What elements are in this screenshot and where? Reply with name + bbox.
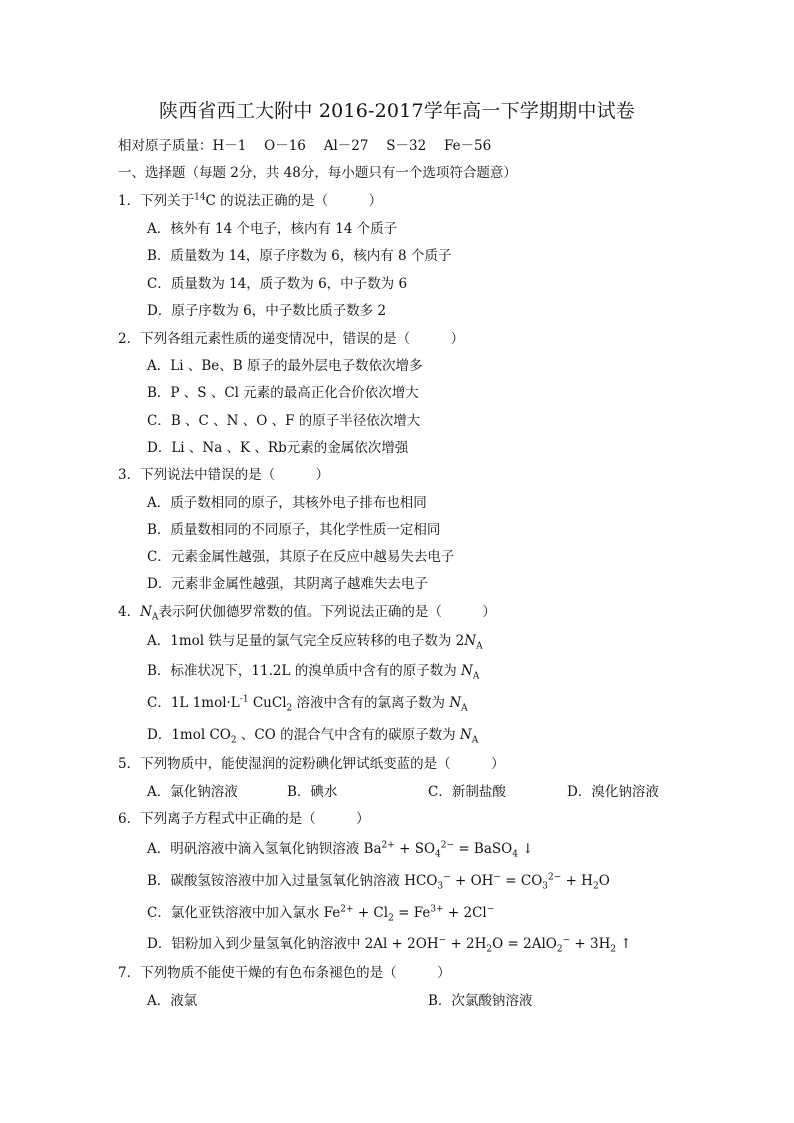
question-3-stem: 3．下列说法中错误的是（ ） — [118, 467, 330, 483]
question-2-option-b: B．P 、S 、Cl 元素的最高正化合价依次增大 — [147, 385, 419, 401]
question-3-option-b: B．质量数相同的不同原子，其化学性质一定相同 — [147, 522, 441, 538]
question-7-option-a: A．液氯 — [147, 993, 198, 1009]
question-2-option-c: C．B 、C 、N 、O 、F 的原子半径依次增大 — [147, 413, 421, 429]
question-4-option-b: B．标准状况下，11.2L 的溴单质中含有的原子数为 $N_A$ — [147, 663, 480, 682]
question-1-option-a: A．核外有 14 个电子，核内有 14 个质子 — [147, 221, 398, 237]
question-5-stem: 5．下列物质中，能使湿润的淀粉碘化钾试纸变蓝的是（ ） — [118, 756, 505, 772]
question-2-stem: 2．下列各组元素性质的递变情况中，错误的是（ ） — [118, 331, 465, 347]
question-1-option-b: B．质量数为 14，原子序数为 6，核内有 8 个质子 — [147, 248, 452, 264]
question-5-option-d: D．溴化钠溶液 — [567, 784, 659, 800]
question-4-option-a: A．1mol 铁与足量的氯气完全反应转移的电子数为 $2N_A$ — [147, 633, 483, 652]
question-4-stem: 4．$N_A$表示阿伏伽德罗常数的值。下列说法正确的是（ ） — [118, 604, 496, 623]
question-2-option-d: D．Li 、Na 、K 、Rb元素的金属依次增强 — [147, 440, 409, 456]
question-3-option-d: D．元素非金属性越强，其阴离子越难失去电子 — [147, 576, 428, 592]
question-5-option-a: A．氯化钠溶液 — [147, 784, 238, 800]
question-4-option-c: C．1L $1mol\cdot L^{-1}$ CuCl$_2$ 溶液中含有的氯离子数为 $N_A$ — [147, 694, 468, 714]
exam-title: 陕西省西工大附中 2016-2017学年高一下学期期中试卷 — [159, 100, 635, 122]
question-5-option-c: C．新制盐酸 — [428, 784, 506, 800]
question-6-option-d: D．铝粉加入到少量氢氧化钠溶液中 $2Al + 2OH^- + 2H_2O = 2AlO_2^- + 3H_2$ ↑ — [147, 935, 632, 955]
question-6-option-b: B．碳酸氢铵溶液中加入过量氢氧化钠溶液 $HCO_3^- + OH^- = CO_3^{2-} + H_2O$ — [147, 872, 610, 892]
question-1-option-d: D．原子序数为 6，中子数比质子数多 2 — [147, 303, 387, 319]
question-5-option-b: B．碘水 — [287, 784, 338, 800]
question-1-stem: 1．下列关于$^{14}$C 的说法正确的是（ ） — [118, 192, 383, 209]
question-1-option-c: C．质量数为 14，质子数为 6，中子数为 6 — [147, 276, 408, 292]
question-6-stem: 6．下列离子方程式中正确的是（ ） — [118, 811, 370, 827]
question-7-option-b: B．次氯酸钠溶液 — [428, 993, 533, 1009]
atomic-mass-line: 相对原子质量：H－1 O－16 Al－27 S－32 Fe－56 — [118, 138, 492, 154]
question-7-stem: 7．下列物质不能使干燥的有色布条褪色的是（ ） — [118, 965, 451, 981]
section-heading: 一、选择题（每题 2分，共 48分，每小题只有一个选项符合题意） — [118, 165, 517, 181]
question-6-option-c: C．氯化亚铁溶液中加入氯水 $Fe^{2+} + Cl_2 = Fe^{3+} + 2Cl^-$ — [147, 904, 495, 924]
question-6-option-a: A．明矾溶液中滴入氢氧化钠钡溶液 $Ba^{2+} + SO_4^{2-}$ = BaSO$_4$ ↓ — [147, 840, 534, 860]
question-2-option-a: A．Li 、Be、B 原子的最外层电子数依次增多 — [147, 358, 423, 374]
question-4-option-d: D．1mol $CO_2$ 、CO 的混合气中含有的碳原子数为 $N_A$ — [147, 727, 479, 746]
question-3-option-c: C．元素金属性越强，其原子在反应中越易失去电子 — [147, 549, 455, 565]
question-3-option-a: A．质子数相同的原子，其核外电子排布也相同 — [147, 495, 427, 511]
